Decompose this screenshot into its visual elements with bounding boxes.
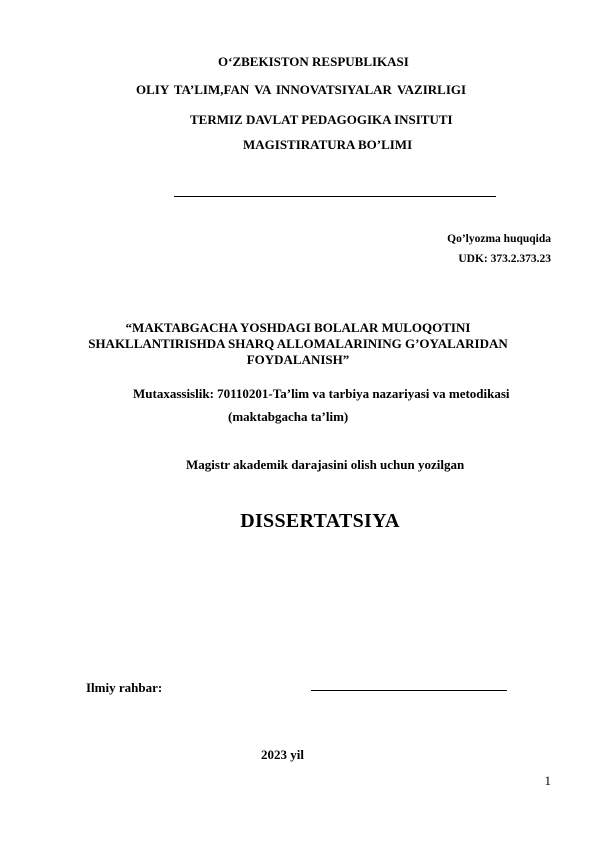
- thesis-title-line: SHAKLLANTIRISHDA SHARQ ALLOMALARINING G’OYALARIDAN: [88, 336, 508, 351]
- thesis-title: [60, 320, 536, 368]
- thesis-title-line: FOYDALANISH”: [246, 352, 350, 367]
- institute-name: TERMIZ DAVLAT PEDAGOGIKA INSITUTI: [190, 112, 453, 127]
- department-name: MAGISTIRATURA BO’LIMI: [243, 137, 413, 152]
- page-number: 1: [544, 773, 551, 788]
- degree-note: Magistr akademik darajasini olish uchun yozilgan: [186, 457, 465, 472]
- udk-code: UDK: 373.2.373.23: [458, 253, 551, 265]
- ministry-name: OLIY TA’LIM,FAN VA INNOVATSIYALAR VAZIRLIGI: [136, 82, 467, 97]
- specialty-subtitle: (maktabgacha ta’lim): [228, 409, 349, 424]
- supervisor-signature-line: [311, 690, 507, 691]
- supervisor-label: Ilmiy rahbar:: [86, 680, 163, 695]
- header-divider-line: [174, 196, 496, 197]
- document-type-heading: DISSERTATSIYA: [240, 510, 400, 532]
- republic-name: O‘ZBEKISTON RESPUBLIKASI: [218, 54, 409, 69]
- manuscript-rights-label: Qo’lyozma huquqida: [447, 233, 551, 245]
- year-label: 2023 yil: [261, 747, 304, 762]
- thesis-title-line: “MAKTABGACHA YOSHDAGI BOLALAR MULOQOTINI: [125, 320, 471, 335]
- specialty-line: Mutaxassislik: 70110201-Ta’lim va tarbiya nazariyasi va metodikasi: [133, 386, 510, 401]
